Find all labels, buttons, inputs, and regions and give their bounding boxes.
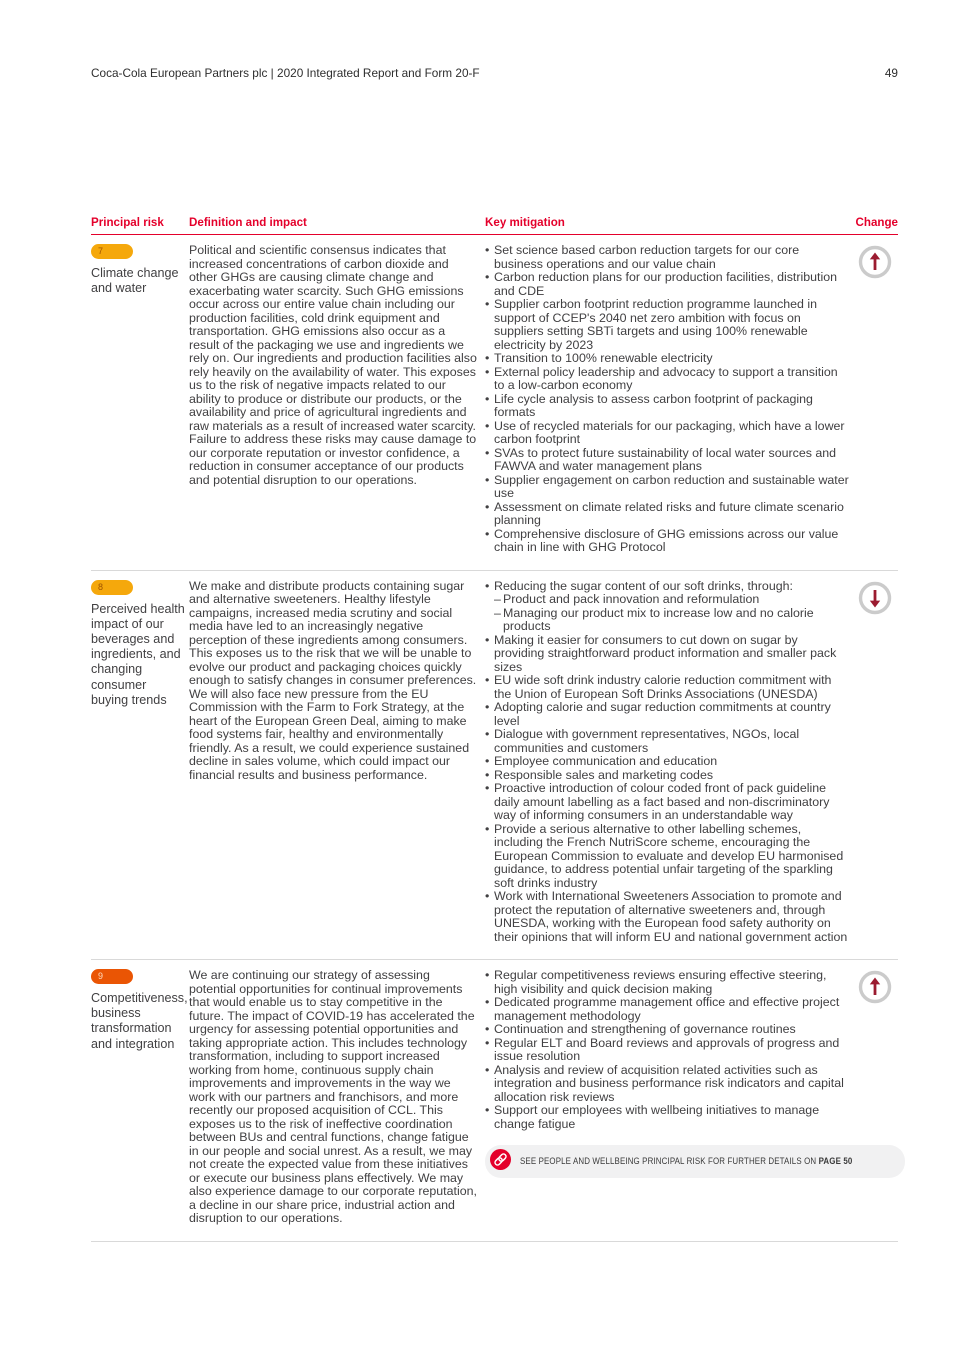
bullet-marker: • <box>485 243 490 257</box>
principal-risks-table <box>91 216 898 1242</box>
definition-impact-cell: We are continuing our strategy of assessing potential opportunities for continual improvements that would enable us to stay competitive in the future. The impact of COVID-19 has accelerated the urgency for assessing potential opportunities and taking appropriate action. This includes technology transformation, including to support increased working from home, continuous supply chain improvements and improvements in the way we work with our partners and franchisors, and more recently our proposed acquisition of CCL. This exposes us to the risk of ineffective coordination between BUs and central functions, change fatigue in our people and social unrest. As a result, we may not create the expected value from these initiatives or execute our business plans effectively. We may also experience damage to our corporate reputation, a decline in our share price, industrial action and disruption to our operations. <box>189 968 477 1225</box>
mitigation-item-text: Adopting calorie and sugar reduction commitments at country level <box>494 700 831 728</box>
bullet-marker: • <box>485 364 490 379</box>
sub-bullet-marker: – <box>494 592 501 606</box>
risk-number: 9 <box>98 971 104 981</box>
column-header-principal-risk: Principal risk <box>91 216 164 229</box>
risk-number-badge <box>91 580 133 595</box>
mitigation-item <box>485 1104 850 1131</box>
risk-number-badge <box>91 244 133 259</box>
table-row <box>91 235 898 571</box>
sub-bullet-marker: – <box>494 605 501 620</box>
mitigation-item <box>485 823 850 891</box>
bullet-marker: • <box>485 781 490 795</box>
mitigation-item-text: Managing our product mix to increase low and no calorie products <box>503 605 814 633</box>
bullet-marker: • <box>485 391 490 406</box>
change-down-arrow-icon <box>858 581 892 615</box>
cross-reference-text <box>520 1155 852 1169</box>
table-row <box>91 571 898 961</box>
change-cell <box>852 580 898 945</box>
key-mitigation-cell <box>485 580 852 945</box>
risk-title: Competitiveness, business transformation and integration <box>91 991 188 1051</box>
mitigation-item <box>485 528 850 555</box>
bullet-marker: • <box>485 889 490 903</box>
mitigation-item <box>485 782 850 823</box>
change-up-arrow-icon <box>858 245 892 279</box>
bullet-marker: • <box>485 445 490 460</box>
mitigation-item <box>485 728 850 755</box>
cross-reference-caption: SEE PEOPLE AND WELLBEING PRINCIPAL RISK FOR FURTHER DETAILS ON <box>520 1155 817 1166</box>
risk-number-badge <box>91 969 133 984</box>
risk-rows <box>91 235 898 1242</box>
mitigation-item-text: Work with International Sweeteners Association to promote and protect the reputation of alternative sweeteners and, through UNESDA, working with the European food safety authority on their opinions that will inform EU and national government action <box>494 889 848 944</box>
mitigation-item <box>485 593 850 607</box>
bullet-marker: • <box>485 754 490 768</box>
principal-risk-cell <box>91 580 189 945</box>
bullet-marker: • <box>485 472 490 487</box>
mitigation-item <box>485 501 850 528</box>
bullet-marker: • <box>485 418 490 433</box>
mitigation-item <box>485 996 850 1023</box>
mitigation-item-text: EU wide soft drink industry calorie reduction commitment with the Union of European Soft Drinks Associations (UNESDA) <box>494 673 832 701</box>
mitigation-item <box>485 366 850 393</box>
mitigation-item <box>485 674 850 701</box>
bullet-marker: • <box>485 821 490 836</box>
principal-risk-cell <box>91 969 189 1226</box>
mitigation-item-text: Product and pack innovation and reformulation <box>503 592 760 606</box>
mitigation-item <box>485 580 850 594</box>
bullet-marker: • <box>485 270 490 284</box>
link-icon <box>490 1149 511 1174</box>
risk-number: 7 <box>98 246 104 256</box>
column-header-definition-impact: Definition and impact <box>189 216 307 229</box>
mitigation-item <box>485 969 850 996</box>
mitigation-item-text: Comprehensive disclosure of GHG emissions across our value chain in line with GHG Protocol <box>494 526 839 554</box>
risk-number: 8 <box>98 581 104 592</box>
mitigation-item <box>485 352 850 366</box>
mitigation-item-text: Provide a serious alternative to other labelling schemes, including the French NutriScore scheme, encouraging the European Commission to evaluate and develop EU harmonised guidance, to address potential unfair targeting of the sparkling soft drinks industry <box>494 821 844 890</box>
cross-reference-link[interactable] <box>485 1145 905 1178</box>
risk-title: Perceived health impact of our beverages and ingredients, and changing consumer buying trends <box>91 601 185 707</box>
mitigation-item-text: Employee communication and education <box>494 754 718 768</box>
bullet-marker: • <box>485 1035 490 1050</box>
bullet-marker: • <box>485 995 490 1009</box>
mitigation-item-text: Analysis and review of acquisition related activities such as integration and business performance risk indicators and capital allocation risk reviews <box>494 1062 844 1104</box>
mitigation-item-text: Life cycle analysis to assess carbon footprint of packaging formats <box>494 391 813 419</box>
mitigation-item-text: Assessment on climate related risks and future climate scenario planning <box>494 499 844 527</box>
table-header-row <box>91 216 898 235</box>
mitigation-item-text: Reducing the sugar content of our soft drinks, through: <box>494 578 793 593</box>
mitigation-item <box>485 393 850 420</box>
mitigation-item-text: Regular competitiveness reviews ensuring effective steering, high visibility and quick decision making <box>494 968 827 996</box>
bullet-marker: • <box>485 632 490 647</box>
mitigation-item-text: Dialogue with government representatives, NGOs, local communities and customers <box>494 727 800 755</box>
column-header-change: Change <box>855 216 898 229</box>
bullet-marker: • <box>485 727 490 741</box>
mitigation-item-text: Supplier carbon footprint reduction programme launched in support of CCEP's 2040 net zero ambition with focus on suppliers setting SBTi targets and using 100% renewable electricity by 2023 <box>494 297 818 352</box>
mitigation-item <box>485 244 850 271</box>
bullet-marker: • <box>485 351 490 365</box>
mitigation-item <box>485 1023 850 1037</box>
bullet-marker: • <box>485 968 490 982</box>
mitigation-item <box>485 769 850 783</box>
report-title: Coca-Cola European Partners plc | 2020 Integrated Report and Form 20-F <box>91 66 480 80</box>
mitigation-item <box>485 420 850 447</box>
mitigation-item <box>485 607 850 634</box>
key-mitigation-cell <box>485 969 852 1226</box>
mitigation-item <box>485 701 850 728</box>
mitigation-item-text: Proactive introduction of colour coded front of pack guideline daily amount labelling as a fact based and non-discriminatory way of informing consumers in an understandable way <box>494 781 830 822</box>
mitigation-item-text: External policy leadership and advocacy to support a transition to a low-carbon economy <box>494 364 838 392</box>
bullet-marker: • <box>485 1022 490 1036</box>
bullet-marker: • <box>485 499 490 514</box>
bullet-marker: • <box>485 700 490 714</box>
definition-impact-cell: Political and scientific consensus indicates that increased concentrations of carbon dioxide and other GHGs are causing climate change and exacerbating water scarcity. Such GHG emissions occur across our entire value chain including our production facilities, cold drink equipment and transportation. GHG emissions also occur as a result of the packaging we use and ingredients we rely on. Our ingredients and production facilities also rely heavily on the availability of water. This exposes us to the risk of negative impacts related to our ability to produce or distribute our products, or the availability and price of agricultural ingredients and raw materials as a result of increased water scarcity. Failure to address these risks may cause damage to our corporate reputation or investor confidence, a reduction in consumer acceptance of our products and potential disruption to our operations. <box>189 243 477 487</box>
mitigation-item-text: Use of recycled materials for our packaging, which have a lower carbon footprint <box>494 418 845 446</box>
bullet-marker: • <box>485 1103 490 1117</box>
table-row <box>91 960 898 1242</box>
definition-impact-cell: We make and distribute products containing sugar and alternative sweeteners. Healthy lifestyle campaigns, increased media scrutiny and social media have led to an increasingly negative perception of these ingredients among consumers. This exposes us to the risk that we will be unable to evolve our product and packaging choices quickly enough to satisfy changes in consumer preferences. We will also face new pressure from the EU Commission with the Farm to Fork Strategy, at the heart of the European Green Deal, aiming to make food systems fair, healthy and environmentally friendly. As a result, we could experience sustained decline in sales volume, which could impact our financial results and business performance. <box>189 578 477 782</box>
mitigation-item-text: Support our employees with wellbeing initiatives to manage change fatigue <box>494 1103 820 1131</box>
mitigation-item-text: Supplier engagement on carbon reduction and sustainable water use <box>494 472 849 500</box>
mitigation-item-text: Responsible sales and marketing codes <box>494 767 714 782</box>
mitigation-item-text: Dedicated programme management office and effective project management methodology <box>494 995 840 1023</box>
mitigation-item <box>485 1037 850 1064</box>
risk-title: Climate change and water <box>91 266 179 296</box>
change-cell <box>852 244 898 555</box>
cross-reference-page: PAGE 50 <box>818 1155 853 1166</box>
bullet-marker: • <box>485 578 490 593</box>
mitigation-item-text: Continuation and strengthening of governance routines <box>494 1022 796 1036</box>
page-header <box>91 66 898 80</box>
mitigation-item-text: SVAs to protect future sustainability of local water sources and FAWVA and water management plans <box>494 445 837 473</box>
key-mitigation-cell <box>485 244 852 555</box>
bullet-marker: • <box>485 297 490 311</box>
bullet-marker: • <box>485 767 490 782</box>
mitigation-item-text: Regular ELT and Board reviews and approvals of progress and issue resolution <box>494 1035 840 1063</box>
bullet-marker: • <box>485 1062 490 1077</box>
change-up-arrow-icon <box>858 970 892 1004</box>
page-number: 49 <box>884 66 898 80</box>
mitigation-item-text: Carbon reduction plans for our production facilities, distribution and CDE <box>494 270 837 298</box>
mitigation-item <box>485 298 850 352</box>
mitigation-item <box>485 474 850 501</box>
mitigation-item <box>485 755 850 769</box>
change-cell <box>852 969 898 1226</box>
mitigation-item <box>485 447 850 474</box>
bullet-marker: • <box>485 526 490 541</box>
column-header-key-mitigation: Key mitigation <box>485 216 565 229</box>
mitigation-item-text: Transition to 100% renewable electricity <box>494 351 713 365</box>
mitigation-item <box>485 1064 850 1105</box>
mitigation-item <box>485 634 850 675</box>
mitigation-item-text: Set science based carbon reduction targets for our core business operations and our value chain <box>494 243 800 271</box>
mitigation-item-text: Making it easier for consumers to cut down on sugar by providing straightforward product information and smaller pack sizes <box>494 632 837 674</box>
bullet-marker: • <box>485 673 490 687</box>
principal-risk-cell <box>91 244 189 555</box>
mitigation-item <box>485 890 850 944</box>
mitigation-item <box>485 271 850 298</box>
